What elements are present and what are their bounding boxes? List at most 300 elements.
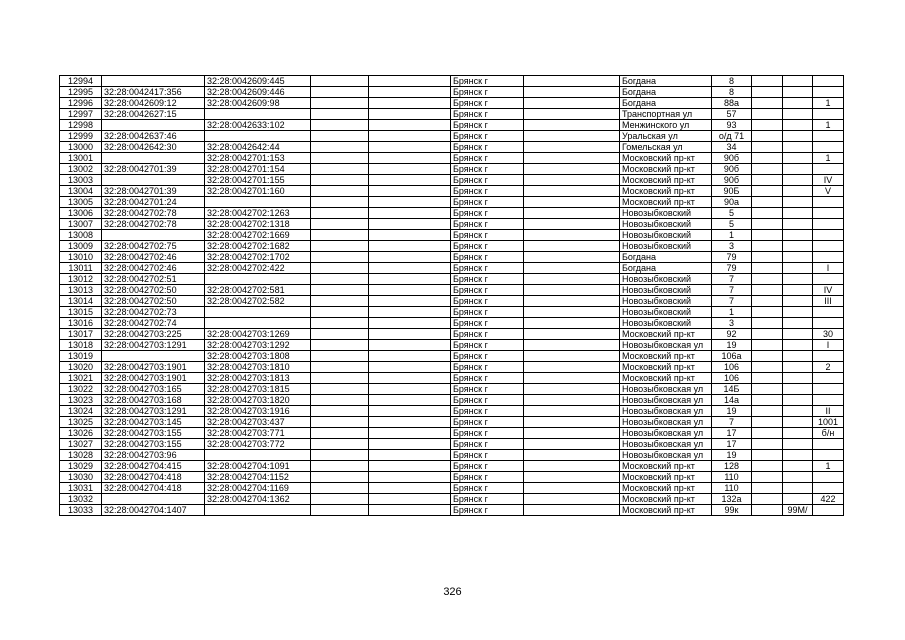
cell-apartment-number: IV <box>813 285 844 296</box>
cell-cadastral-number: 32:28:0042702:74 <box>102 318 205 329</box>
cell-apartment-number: 2 <box>813 362 844 373</box>
cell-column-5 <box>369 76 451 87</box>
cell-cadastral-number-2 <box>205 505 311 516</box>
cell-apartment-number: V <box>813 186 844 197</box>
cell-column-4 <box>311 296 369 307</box>
table-row <box>60 98 844 109</box>
cell-street: Московский пр-кт <box>620 175 712 186</box>
cell-row-number: 13011 <box>60 263 102 274</box>
cell-row-number: 12999 <box>60 131 102 142</box>
cell-house-number: 8 <box>712 76 752 87</box>
cell-column-10 <box>752 120 783 131</box>
cell-street: Московский пр-кт <box>620 472 712 483</box>
cell-cadastral-number-2: 32:28:0042701:155 <box>205 175 311 186</box>
cell-column-7 <box>524 208 620 219</box>
cell-building-number <box>783 395 813 406</box>
cell-cadastral-number: 32:28:0042703:165 <box>102 384 205 395</box>
cell-column-7 <box>524 450 620 461</box>
table-row <box>60 274 844 285</box>
cell-house-number: 132а <box>712 494 752 505</box>
cell-column-10 <box>752 274 783 285</box>
cell-apartment-number <box>813 219 844 230</box>
table-row <box>60 153 844 164</box>
cell-cadastral-number: 32:28:0042417:356 <box>102 87 205 98</box>
cell-cadastral-number-2: 32:28:0042701:153 <box>205 153 311 164</box>
cell-building-number <box>783 186 813 197</box>
cell-building-number <box>783 494 813 505</box>
cell-city: Брянск г <box>451 164 524 175</box>
cell-column-4 <box>311 340 369 351</box>
cell-row-number: 13006 <box>60 208 102 219</box>
cell-column-5 <box>369 197 451 208</box>
cell-cadastral-number-2 <box>205 274 311 285</box>
cell-house-number: 93 <box>712 120 752 131</box>
cell-column-7 <box>524 142 620 153</box>
cell-building-number <box>783 252 813 263</box>
cell-column-10 <box>752 439 783 450</box>
cell-apartment-number <box>813 307 844 318</box>
table-row <box>60 175 844 186</box>
cell-cadastral-number: 32:28:0042703:145 <box>102 417 205 428</box>
cell-row-number: 13002 <box>60 164 102 175</box>
cell-column-7 <box>524 76 620 87</box>
cell-column-10 <box>752 450 783 461</box>
cell-house-number: 90б <box>712 175 752 186</box>
cell-column-7 <box>524 307 620 318</box>
cell-cadastral-number-2: 32:28:0042702:1682 <box>205 241 311 252</box>
cell-column-5 <box>369 406 451 417</box>
cell-city: Брянск г <box>451 494 524 505</box>
cell-street: Новозыбковский <box>620 219 712 230</box>
cell-column-10 <box>752 230 783 241</box>
cell-cadastral-number <box>102 351 205 362</box>
cell-column-10 <box>752 340 783 351</box>
cell-cadastral-number-2: 32:28:0042703:437 <box>205 417 311 428</box>
cell-row-number: 13014 <box>60 296 102 307</box>
cell-cadastral-number-2: 32:28:0042703:1813 <box>205 373 311 384</box>
cell-building-number <box>783 450 813 461</box>
cell-column-5 <box>369 494 451 505</box>
cell-column-5 <box>369 274 451 285</box>
cell-street: Новозыбковская ул <box>620 428 712 439</box>
cell-cadastral-number-2: 32:28:0042703:1815 <box>205 384 311 395</box>
cell-row-number: 12998 <box>60 120 102 131</box>
cell-apartment-number <box>813 483 844 494</box>
table-row <box>60 197 844 208</box>
cell-column-7 <box>524 87 620 98</box>
cell-city: Брянск г <box>451 186 524 197</box>
cell-column-7 <box>524 109 620 120</box>
cell-city: Брянск г <box>451 472 524 483</box>
cell-column-7 <box>524 252 620 263</box>
cell-city: Брянск г <box>451 219 524 230</box>
cell-column-7 <box>524 340 620 351</box>
cell-apartment-number: I <box>813 340 844 351</box>
cell-building-number <box>783 384 813 395</box>
cell-building-number <box>783 417 813 428</box>
cell-column-5 <box>369 252 451 263</box>
table-row <box>60 450 844 461</box>
cell-street: Новозыбковский <box>620 318 712 329</box>
cell-city: Брянск г <box>451 230 524 241</box>
cell-column-10 <box>752 307 783 318</box>
cell-row-number: 12994 <box>60 76 102 87</box>
page-number: 326 <box>443 586 462 598</box>
cell-city: Брянск г <box>451 329 524 340</box>
cell-column-4 <box>311 494 369 505</box>
cell-house-number: 1 <box>712 307 752 318</box>
cell-apartment-number <box>813 351 844 362</box>
cell-city: Брянск г <box>451 351 524 362</box>
cell-cadastral-number: 32:28:0042702:78 <box>102 219 205 230</box>
cell-column-10 <box>752 208 783 219</box>
cell-house-number: 5 <box>712 219 752 230</box>
table-row <box>60 230 844 241</box>
cell-row-number: 13027 <box>60 439 102 450</box>
cell-column-5 <box>369 340 451 351</box>
cell-house-number: 19 <box>712 450 752 461</box>
cell-column-5 <box>369 505 451 516</box>
cell-city: Брянск г <box>451 483 524 494</box>
cell-column-5 <box>369 318 451 329</box>
cell-column-10 <box>752 472 783 483</box>
cell-column-7 <box>524 373 620 384</box>
cell-cadastral-number: 32:28:0042702:51 <box>102 274 205 285</box>
cell-column-10 <box>752 296 783 307</box>
cell-row-number: 13021 <box>60 373 102 384</box>
cell-row-number: 13016 <box>60 318 102 329</box>
cell-column-4 <box>311 318 369 329</box>
cell-cadastral-number-2: 32:28:0042702:1263 <box>205 208 311 219</box>
cell-column-7 <box>524 395 620 406</box>
cell-column-4 <box>311 109 369 120</box>
table-row <box>60 373 844 384</box>
cell-apartment-number <box>813 395 844 406</box>
cell-cadastral-number: 32:28:0042703:1291 <box>102 340 205 351</box>
cell-building-number <box>783 164 813 175</box>
cell-column-7 <box>524 505 620 516</box>
cell-apartment-number <box>813 164 844 175</box>
cell-cadastral-number-2 <box>205 318 311 329</box>
cell-column-10 <box>752 406 783 417</box>
cell-city: Брянск г <box>451 340 524 351</box>
cell-house-number: 106 <box>712 373 752 384</box>
table-row <box>60 494 844 505</box>
cell-column-4 <box>311 285 369 296</box>
cell-column-5 <box>369 164 451 175</box>
cell-column-5 <box>369 428 451 439</box>
cell-row-number: 13013 <box>60 285 102 296</box>
cell-street: Новозыбковская ул <box>620 384 712 395</box>
cell-cadastral-number-2 <box>205 450 311 461</box>
cell-street: Московский пр-кт <box>620 186 712 197</box>
cell-cadastral-number: 32:28:0042627:15 <box>102 109 205 120</box>
cell-house-number: 14Б <box>712 384 752 395</box>
cell-house-number: 1 <box>712 230 752 241</box>
cell-column-4 <box>311 384 369 395</box>
cell-column-10 <box>752 351 783 362</box>
cell-city: Брянск г <box>451 274 524 285</box>
cell-column-5 <box>369 296 451 307</box>
cell-house-number: 17 <box>712 428 752 439</box>
cell-building-number <box>783 406 813 417</box>
cell-cadastral-number-2: 32:28:0042703:1269 <box>205 329 311 340</box>
table-row <box>60 428 844 439</box>
cell-column-5 <box>369 351 451 362</box>
cell-column-10 <box>752 505 783 516</box>
cell-column-10 <box>752 87 783 98</box>
cell-column-5 <box>369 417 451 428</box>
cell-city: Брянск г <box>451 395 524 406</box>
cell-cadastral-number <box>102 120 205 131</box>
cell-row-number: 13023 <box>60 395 102 406</box>
cell-cadastral-number-2: 32:28:0042703:1810 <box>205 362 311 373</box>
cell-row-number: 13022 <box>60 384 102 395</box>
cell-building-number <box>783 296 813 307</box>
cell-column-5 <box>369 483 451 494</box>
cell-column-10 <box>752 76 783 87</box>
cell-house-number: 90б <box>712 164 752 175</box>
cell-cadastral-number: 32:28:0042702:73 <box>102 307 205 318</box>
cell-column-7 <box>524 219 620 230</box>
cell-city: Брянск г <box>451 208 524 219</box>
cell-city: Брянск г <box>451 263 524 274</box>
cell-apartment-number <box>813 252 844 263</box>
table-row <box>60 186 844 197</box>
cell-column-4 <box>311 307 369 318</box>
cell-apartment-number: 422 <box>813 494 844 505</box>
table-row <box>60 483 844 494</box>
cell-column-10 <box>752 373 783 384</box>
cell-building-number <box>783 241 813 252</box>
cell-column-7 <box>524 153 620 164</box>
cell-building-number <box>783 483 813 494</box>
cell-column-10 <box>752 109 783 120</box>
cell-column-10 <box>752 164 783 175</box>
cell-building-number <box>783 219 813 230</box>
cell-cadastral-number: 32:28:0042609:12 <box>102 98 205 109</box>
cell-column-5 <box>369 307 451 318</box>
cell-column-10 <box>752 417 783 428</box>
cell-cadastral-number-2: 32:28:0042702:1318 <box>205 219 311 230</box>
cell-building-number <box>783 461 813 472</box>
cell-street: Новозыбковский <box>620 285 712 296</box>
cell-building-number <box>783 197 813 208</box>
cell-row-number: 13030 <box>60 472 102 483</box>
cell-apartment-number <box>813 87 844 98</box>
cell-row-number: 13028 <box>60 450 102 461</box>
cell-apartment-number <box>813 384 844 395</box>
cell-column-5 <box>369 263 451 274</box>
cell-cadastral-number-2: 32:28:0042703:1916 <box>205 406 311 417</box>
table-row <box>60 439 844 450</box>
cell-city: Брянск г <box>451 252 524 263</box>
cell-apartment-number <box>813 505 844 516</box>
cell-column-4 <box>311 461 369 472</box>
cell-column-4 <box>311 505 369 516</box>
cell-row-number: 13005 <box>60 197 102 208</box>
cell-street: Богдана <box>620 98 712 109</box>
cell-city: Брянск г <box>451 296 524 307</box>
cell-city: Брянск г <box>451 175 524 186</box>
cell-apartment-number: III <box>813 296 844 307</box>
cell-cadastral-number <box>102 494 205 505</box>
cell-row-number: 13026 <box>60 428 102 439</box>
cell-column-4 <box>311 252 369 263</box>
cell-cadastral-number: 32:28:0042704:418 <box>102 472 205 483</box>
cell-street: Новозыбковский <box>620 230 712 241</box>
cell-street: Новозыбковская ул <box>620 450 712 461</box>
cell-city: Брянск г <box>451 406 524 417</box>
registry-table <box>59 75 844 516</box>
cell-column-4 <box>311 428 369 439</box>
cell-column-4 <box>311 483 369 494</box>
cell-cadastral-number: 32:28:0042704:418 <box>102 483 205 494</box>
cell-column-5 <box>369 208 451 219</box>
cell-street: Московский пр-кт <box>620 362 712 373</box>
cell-column-7 <box>524 296 620 307</box>
cell-city: Брянск г <box>451 362 524 373</box>
cell-cadastral-number-2: 32:28:0042703:1820 <box>205 395 311 406</box>
cell-column-4 <box>311 186 369 197</box>
table-row <box>60 109 844 120</box>
cell-house-number: 7 <box>712 285 752 296</box>
table-row <box>60 417 844 428</box>
cell-city: Брянск г <box>451 307 524 318</box>
cell-column-10 <box>752 285 783 296</box>
cell-column-5 <box>369 230 451 241</box>
cell-street: Богдана <box>620 263 712 274</box>
cell-column-7 <box>524 483 620 494</box>
cell-column-5 <box>369 131 451 142</box>
table-row <box>60 351 844 362</box>
cell-cadastral-number-2: 32:28:0042702:422 <box>205 263 311 274</box>
cell-column-10 <box>752 98 783 109</box>
cell-house-number: 79 <box>712 252 752 263</box>
cell-cadastral-number: 32:28:0042703:168 <box>102 395 205 406</box>
cell-cadastral-number-2: 32:28:0042609:98 <box>205 98 311 109</box>
cell-column-10 <box>752 494 783 505</box>
table-row <box>60 142 844 153</box>
cell-row-number: 13015 <box>60 307 102 318</box>
cell-column-10 <box>752 142 783 153</box>
cell-column-5 <box>369 87 451 98</box>
cell-building-number <box>783 131 813 142</box>
cell-building-number <box>783 142 813 153</box>
cell-city: Брянск г <box>451 98 524 109</box>
cell-building-number <box>783 87 813 98</box>
cell-column-10 <box>752 362 783 373</box>
table-row <box>60 296 844 307</box>
cell-column-4 <box>311 351 369 362</box>
cell-row-number: 13007 <box>60 219 102 230</box>
cell-cadastral-number-2 <box>205 109 311 120</box>
cell-column-5 <box>369 120 451 131</box>
cell-column-4 <box>311 329 369 340</box>
cell-column-10 <box>752 219 783 230</box>
table-row <box>60 384 844 395</box>
table-row <box>60 329 844 340</box>
cell-street: Московский пр-кт <box>620 483 712 494</box>
table-row <box>60 307 844 318</box>
cell-column-10 <box>752 186 783 197</box>
cell-column-7 <box>524 362 620 373</box>
cell-column-7 <box>524 175 620 186</box>
cell-street: Московский пр-кт <box>620 329 712 340</box>
cell-house-number: 90а <box>712 197 752 208</box>
cell-city: Брянск г <box>451 318 524 329</box>
cell-row-number: 13017 <box>60 329 102 340</box>
cell-apartment-number: б/н <box>813 428 844 439</box>
cell-street: Богдана <box>620 87 712 98</box>
cell-apartment-number <box>813 197 844 208</box>
cell-row-number: 13031 <box>60 483 102 494</box>
cell-column-4 <box>311 263 369 274</box>
cell-building-number <box>783 76 813 87</box>
cell-cadastral-number: 32:28:0042703:96 <box>102 450 205 461</box>
cell-house-number: 110 <box>712 483 752 494</box>
cell-row-number: 13010 <box>60 252 102 263</box>
cell-house-number: 7 <box>712 274 752 285</box>
cell-cadastral-number: 32:28:0042703:155 <box>102 439 205 450</box>
table-row <box>60 362 844 373</box>
cell-apartment-number: 1001 <box>813 417 844 428</box>
cell-house-number: 17 <box>712 439 752 450</box>
cell-cadastral-number <box>102 153 205 164</box>
cell-row-number: 13029 <box>60 461 102 472</box>
cell-building-number <box>783 263 813 274</box>
table-row <box>60 252 844 263</box>
cell-cadastral-number: 32:28:0042704:1407 <box>102 505 205 516</box>
cell-column-7 <box>524 186 620 197</box>
cell-cadastral-number-2: 32:28:0042642:44 <box>205 142 311 153</box>
cell-column-5 <box>369 472 451 483</box>
cell-column-5 <box>369 395 451 406</box>
cell-column-10 <box>752 241 783 252</box>
cell-house-number: 7 <box>712 417 752 428</box>
cell-cadastral-number-2: 32:28:0042702:1669 <box>205 230 311 241</box>
cell-cadastral-number-2: 32:28:0042703:772 <box>205 439 311 450</box>
cell-building-number <box>783 175 813 186</box>
cell-street: Новозыбковский <box>620 307 712 318</box>
cell-column-7 <box>524 164 620 175</box>
table-row <box>60 461 844 472</box>
cell-street: Новозыбковский <box>620 274 712 285</box>
cell-column-10 <box>752 153 783 164</box>
cell-street: Новозыбковский <box>620 296 712 307</box>
cell-column-4 <box>311 450 369 461</box>
cell-column-4 <box>311 395 369 406</box>
table-row <box>60 505 844 516</box>
cell-column-4 <box>311 241 369 252</box>
cell-column-4 <box>311 153 369 164</box>
cell-column-10 <box>752 329 783 340</box>
cell-column-7 <box>524 472 620 483</box>
cell-column-7 <box>524 417 620 428</box>
cell-column-4 <box>311 230 369 241</box>
cell-cadastral-number-2: 32:28:0042703:1292 <box>205 340 311 351</box>
cell-cadastral-number-2: 32:28:0042702:1702 <box>205 252 311 263</box>
cell-house-number: 92 <box>712 329 752 340</box>
cell-row-number: 12996 <box>60 98 102 109</box>
cell-city: Брянск г <box>451 384 524 395</box>
cell-house-number: 99к <box>712 505 752 516</box>
cell-column-4 <box>311 472 369 483</box>
cell-building-number <box>783 329 813 340</box>
cell-building-number <box>783 98 813 109</box>
cell-cadastral-number-2: 32:28:0042701:160 <box>205 186 311 197</box>
cell-apartment-number: 1 <box>813 153 844 164</box>
